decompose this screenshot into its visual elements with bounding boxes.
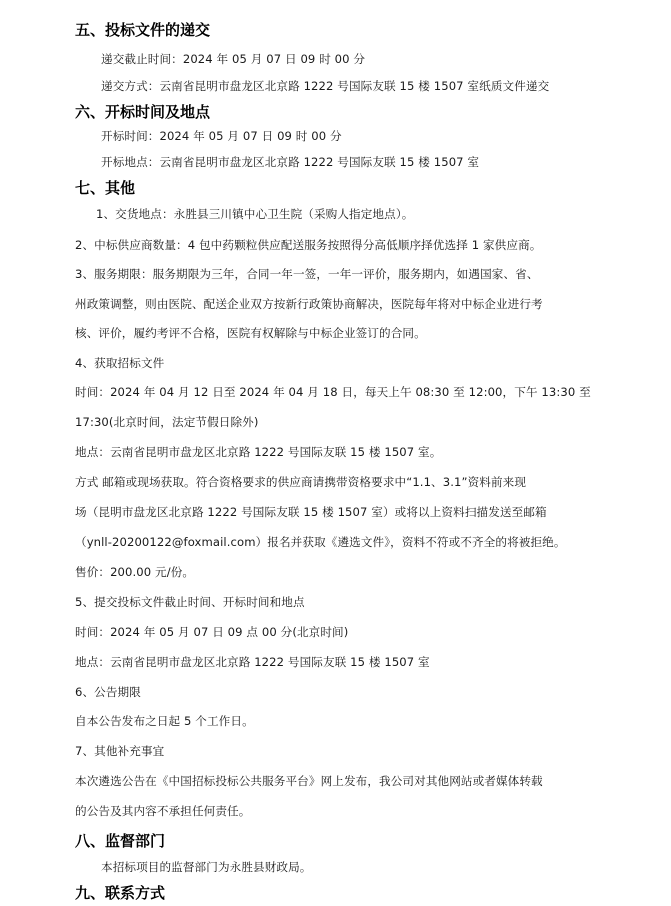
service-period-line-1: 3、服务期限：服务期限为三年，合同一年一签，一年一评价，服务期内，如遇国家、省、 <box>75 267 539 281</box>
service-period-line-2: 州政策调整，则由医院、配送企业双方按新行政策协商解决，医院每年将对中标企业进行考 <box>75 297 543 311</box>
obtain-docs-price: 售价：200.00 元/份。 <box>75 565 195 579</box>
obtain-docs-place: 地点：云南省昆明市盘龙区北京路 1222 号国际友联 15 楼 1507 室。 <box>75 445 442 459</box>
section-6-heading: 六、开标时间及地点 <box>75 103 211 121</box>
obtain-docs-time-line-1: 时间：2024 年 04 月 12 日至 2024 年 04 月 18 日，每天上午 08:30 至 12:00，下午 13:30 至 <box>75 385 591 399</box>
obtain-docs-method-line-3: （ynll-20200122@foxmail.com）报名并获取《遴选文件》，资料不符或不齐全的将被拒绝。 <box>75 535 566 549</box>
submit-deadline-time: 时间：2024 年 05 月 07 日 09 点 00 分(北京时间) <box>75 625 349 639</box>
other-matters-line-1: 本次遴选公告在《中国招标投标公共服务平台》网上发布，我公司对其他网站或者媒体转载 <box>75 774 543 788</box>
section-7-heading: 七、其他 <box>75 179 136 197</box>
section-9-heading: 九、联系方式 <box>75 884 166 902</box>
section-8-heading: 八、监督部门 <box>75 832 166 850</box>
submission-method: 递交方式：云南省昆明市盘龙区北京路 1222 号国际友联 15 楼 1507 室纸质文件递交 <box>101 79 550 93</box>
opening-place: 开标地点：云南省昆明市盘龙区北京路 1222 号国际友联 15 楼 1507 室 <box>101 155 480 169</box>
other-matters-line-2: 的公告及其内容不承担任何责任。 <box>75 804 251 818</box>
submission-deadline: 递交截止时间：2024 年 05 月 07 日 09 时 00 分 <box>101 52 366 66</box>
supplier-count: 2、中标供应商数量：4 包中药颗粒供应配送服务按照得分高低顺序择优选择 1 家供应商。 <box>75 238 542 252</box>
delivery-place: 1、交货地点：永胜县三川镇中心卫生院（采购人指定地点）。 <box>96 207 414 221</box>
opening-time: 开标时间：2024 年 05 月 07 日 09 时 00 分 <box>101 129 342 143</box>
notice-period-heading: 6、公告期限 <box>75 685 141 699</box>
obtain-docs-method-line-2: 场（昆明市盘龙区北京路 1222 号国际友联 15 楼 1507 室）或将以上资料扫描发送至邮箱 <box>75 505 547 519</box>
section-5-heading: 五、投标文件的递交 <box>75 21 211 39</box>
supervision-text: 本招标项目的监督部门为永胜县财政局。 <box>101 860 312 874</box>
submit-deadline-place: 地点：云南省昆明市盘龙区北京路 1222 号国际友联 15 楼 1507 室 <box>75 655 430 669</box>
obtain-docs-heading: 4、获取招标文件 <box>75 356 165 370</box>
service-period-line-3: 核、评价，履约考评不合格，医院有权解除与中标企业签订的合同。 <box>75 326 426 340</box>
other-matters-heading: 7、其他补充事宜 <box>75 744 165 758</box>
obtain-docs-method-line-1: 方式 邮箱或现场获取。符合资格要求的供应商请携带资格要求中“1.1、3.1”资料前来现 <box>75 475 527 489</box>
obtain-docs-time-line-2: 17:30(北京时间，法定节假日除外) <box>75 415 259 429</box>
notice-period-text: 自本公告发布之日起 5 个工作日。 <box>75 714 254 728</box>
submit-deadline-heading: 5、提交投标文件截止时间、开标时间和地点 <box>75 595 305 609</box>
